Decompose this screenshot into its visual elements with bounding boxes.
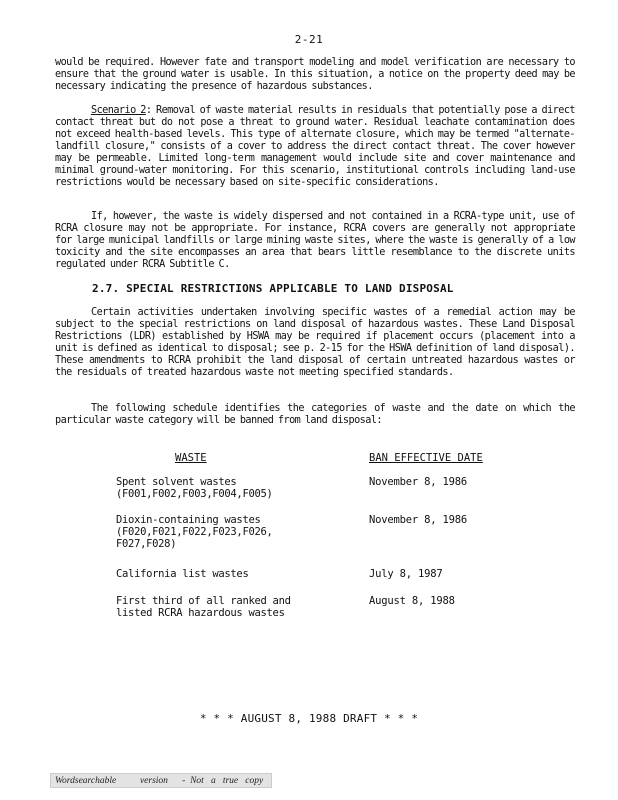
waste-codes: (F001,F002,F003,F004,F005) (116, 488, 273, 500)
paragraph-land-disposal-restrictions: Certain activities undertaken involving specific wastes of a remedial action may be subject to the special restrictions on land disposal of hazardous wastes. These Land Disposal Restrictions (LDR) established by HSWA may be required if placement occurs (placement into a unit is defined as identical to disposal; see p. 2-15 for the HSWA definition of land disposal). These amendments to RCRA prohibit the land disposal of certain untreated hazardous wastes or the residuals of treated hazardous waste not meeting specified standards. (55, 307, 576, 378)
paragraph-fate-transport: would be required. However fate and transport modeling and model verification are necessary to ensure that the ground water is usable. In this situation, a notice on the property deed may be necessary indicating the presence of hazardous substances. (55, 57, 575, 92)
scenario-2-text: : Removal of waste material results in residuals that potentially pose a direct contact threat but do not pose a threat to ground water. Residual leachate contamination does not exceed health-based levels. This type of alternate closure, which may be termed "alternate-landfill closure," consists of a cover to address the direct contact threat. The cover however may be permeable. Limited long-term management would include site and cover maintenance and minimal ground-water monitoring. For this scenario, institutional controls including land-use restrictions would be necessary based on site-specific considerations. (55, 105, 575, 188)
paragraph-dispersed-waste: If, however, the waste is widely dispersed and not contained in a RCRA-type unit, use of RCRA closure may not be appropriate. For instance, RCRA covers are generally not appropriate for large municipal landfills or large mining waste sites, where the waste is generally of a low toxicity and the site encompasses an area that bears little resemblance to the discrete units regulated under RCRA Subtitle C. (55, 211, 576, 270)
footer-note: Wordsearchable version - Not a true copy (50, 773, 272, 788)
page-number: 2-21 (294, 33, 324, 46)
ban-date: August 8, 1988 (369, 595, 455, 607)
paragraph-schedule-intro: The following schedule identifies the categories of waste and the date on which the particular waste category will be banned from land disposal: (55, 403, 575, 426)
table-row (116, 568, 326, 580)
waste-name: California list wastes (116, 568, 249, 580)
waste-codes: F027,F028) (116, 538, 177, 550)
waste-codes: listed RCRA hazardous wastes (116, 607, 285, 619)
table-row (116, 476, 326, 500)
waste-codes: (F020,F021,F022,F023,F026, (116, 526, 273, 538)
waste-name: First third of all ranked and (116, 595, 291, 607)
column-header-ban-date: BAN EFFECTIVE DATE (369, 452, 483, 464)
ban-date: July 8, 1987 (369, 568, 443, 580)
column-header-waste: WASTE (175, 452, 207, 464)
waste-name: Dioxin-containing wastes (116, 514, 261, 526)
ban-date: November 8, 1986 (369, 476, 467, 488)
section-heading: 2.7. SPECIAL RESTRICTIONS APPLICABLE TO LAND DISPOSAL (92, 282, 454, 295)
ban-date: November 8, 1986 (369, 514, 467, 526)
waste-name: Spent solvent wastes (116, 476, 237, 488)
table-row (116, 595, 326, 619)
draft-banner: * * * AUGUST 8, 1988 DRAFT * * * (199, 712, 419, 725)
table-row (116, 514, 326, 550)
scenario-2-label: Scenario 2 (91, 105, 146, 116)
paragraph-scenario-2 (55, 105, 575, 189)
